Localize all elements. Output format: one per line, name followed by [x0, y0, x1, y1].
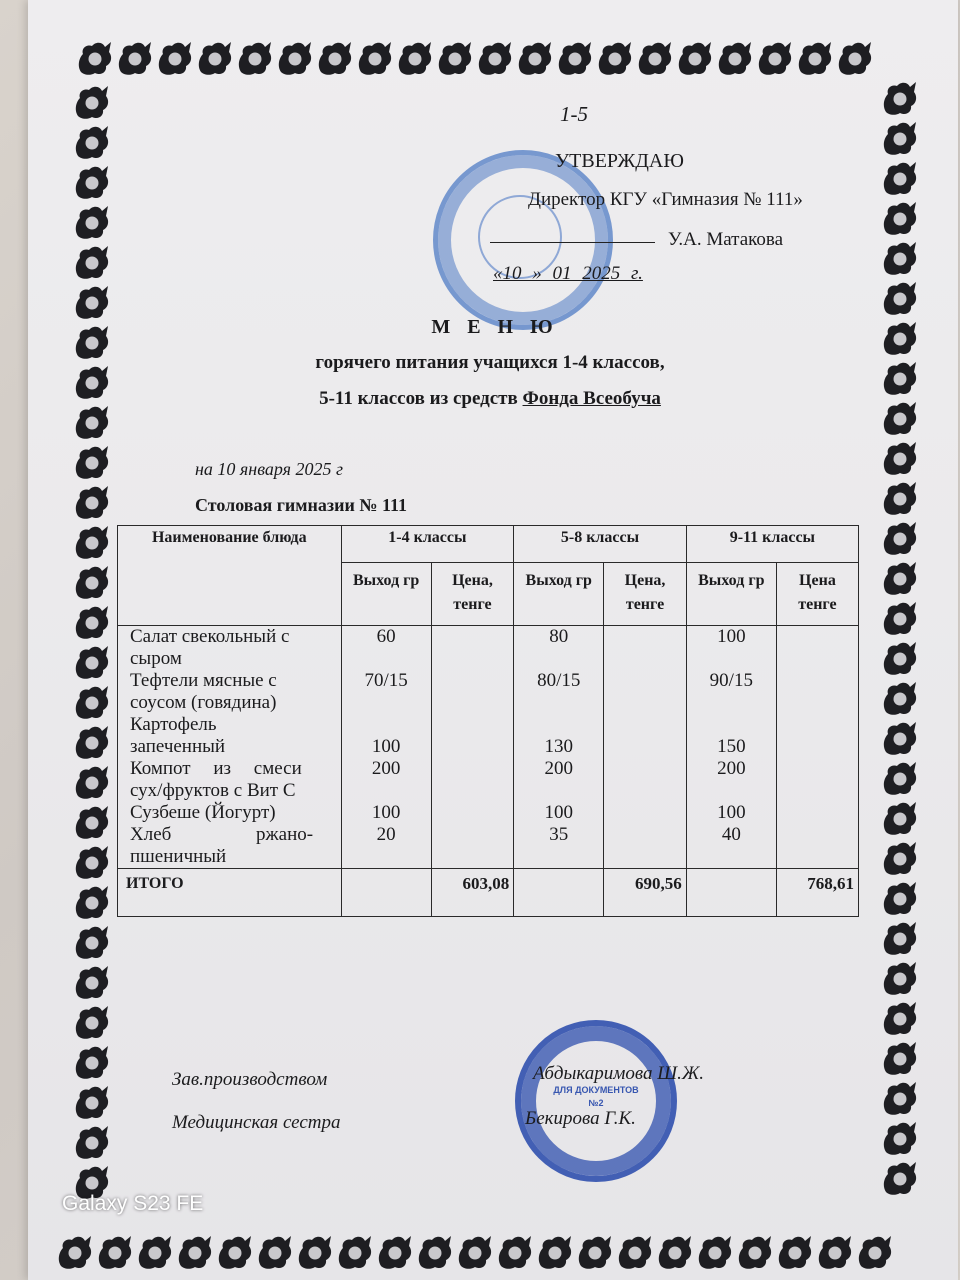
ornament-flower-icon — [695, 1232, 735, 1272]
ornament-border-bottom — [55, 1232, 895, 1272]
ornament-flower-icon — [72, 1122, 112, 1162]
dish-name-line: сух/фруктов с Вит С — [130, 780, 296, 801]
dish-name-line: Сузбеше (Йогурт) — [130, 802, 276, 823]
ornament-flower-icon — [75, 38, 115, 78]
dish-names-cell — [118, 626, 342, 869]
column-header-yield: Выход гр — [686, 563, 776, 626]
ornament-flower-icon — [880, 198, 920, 238]
ornament-flower-icon — [880, 78, 920, 118]
ornament-flower-icon — [72, 122, 112, 162]
approver-name: У.А. Матакова — [668, 229, 784, 250]
dish-name-line: запеченный — [130, 736, 226, 757]
ornament-flower-icon — [72, 842, 112, 882]
ornament-flower-icon — [72, 562, 112, 602]
signature-line — [490, 242, 655, 243]
ornament-flower-icon — [355, 38, 395, 78]
dish-name-line: пшеничный — [130, 846, 227, 867]
ornament-flower-icon — [880, 1158, 920, 1198]
dish-name-line: соусом (говядина) — [130, 692, 277, 713]
ornament-flower-icon — [555, 38, 595, 78]
ornament-flower-icon — [815, 1232, 855, 1272]
ornament-flower-icon — [595, 38, 635, 78]
dish-name-line: Хлеб ржано- — [130, 824, 314, 845]
ornament-flower-icon — [880, 278, 920, 318]
ornament-border-right — [880, 78, 920, 1198]
canteen-name: Столовая гимназии № 111 — [195, 495, 407, 515]
ornament-flower-icon — [880, 518, 920, 558]
ornament-border-left — [72, 82, 112, 1202]
yield-value: 150 — [717, 736, 746, 757]
ornament-flower-icon — [72, 882, 112, 922]
ornament-flower-icon — [855, 1232, 895, 1272]
ornament-flower-icon — [880, 478, 920, 518]
ornament-flower-icon — [880, 438, 920, 478]
total-row — [118, 869, 859, 917]
column-header-yield: Выход гр — [341, 563, 431, 626]
ornament-flower-icon — [72, 242, 112, 282]
ornament-flower-icon — [315, 38, 355, 78]
ornament-flower-icon — [375, 1232, 415, 1272]
yield-cell-9-11 — [686, 626, 776, 869]
ornament-flower-icon — [880, 638, 920, 678]
ornament-flower-icon — [72, 762, 112, 802]
ornament-flower-icon — [880, 798, 920, 838]
ornament-flower-icon — [335, 1232, 375, 1272]
total-yield-9-11 — [686, 869, 776, 917]
yield-value: 80/15 — [537, 670, 581, 691]
ornament-flower-icon — [435, 38, 475, 78]
total-yield-1-4 — [341, 869, 431, 917]
dish-name-line: Салат свекольный с — [130, 626, 290, 647]
ornament-flower-icon — [880, 1038, 920, 1078]
ornament-flower-icon — [880, 158, 920, 198]
ornament-flower-icon — [72, 802, 112, 842]
ornament-flower-icon — [880, 718, 920, 758]
group-header-1-4: 1-4 классы — [341, 526, 514, 563]
ornament-flower-icon — [155, 38, 195, 78]
ornament-flower-icon — [72, 1042, 112, 1082]
ornament-flower-icon — [72, 642, 112, 682]
yield-value: 20 — [376, 824, 396, 845]
yield-value: 80 — [549, 626, 569, 647]
yield-value: 100 — [717, 802, 746, 823]
ornament-flower-icon — [72, 602, 112, 642]
ornament-flower-icon — [215, 1232, 255, 1272]
signature-role-nurse: Медицинская сестра — [172, 1112, 341, 1133]
approval-date: «10 » 01 2025 г. — [493, 263, 643, 284]
price-cell-5-8 — [604, 626, 686, 869]
yield-value: 100 — [371, 802, 401, 823]
total-price-9-11: 768,61 — [776, 869, 858, 917]
yield-value: 200 — [371, 758, 401, 779]
total-price-5-8: 690,56 — [604, 869, 686, 917]
ornament-flower-icon — [72, 922, 112, 962]
ornament-flower-icon — [880, 118, 920, 158]
ornament-flower-icon — [635, 38, 675, 78]
official-stamp-bottom — [515, 1020, 677, 1182]
ornament-flower-icon — [72, 962, 112, 1002]
yield-value: 100 — [371, 736, 401, 757]
signature-role-production-head: Зав.производством — [172, 1069, 328, 1090]
yield-value: 40 — [721, 824, 741, 845]
column-header-price: Цена, тенге — [604, 563, 686, 626]
ornament-flower-icon — [415, 1232, 455, 1272]
ornament-flower-icon — [72, 1082, 112, 1122]
menu-date: на 10 января 2025 г — [195, 459, 344, 479]
ornament-flower-icon — [835, 38, 875, 78]
ornament-flower-icon — [72, 162, 112, 202]
subtitle-line-2 — [0, 388, 960, 410]
ornament-border-top — [75, 38, 875, 78]
ornament-flower-icon — [715, 38, 755, 78]
ornament-flower-icon — [615, 1232, 655, 1272]
yield-value: 100 — [544, 802, 573, 823]
group-header-9-11: 9-11 классы — [686, 526, 858, 563]
yield-value: 200 — [717, 758, 746, 779]
ornament-flower-icon — [72, 82, 112, 122]
ornament-flower-icon — [655, 1232, 695, 1272]
signature-name-production-head: Абдыкаримова Ш.Ж. — [533, 1063, 704, 1084]
yield-value: 90/15 — [709, 670, 753, 691]
ornament-flower-icon — [72, 482, 112, 522]
ornament-flower-icon — [880, 558, 920, 598]
ornament-flower-icon — [735, 1232, 775, 1272]
fund-name: Фонда Всеобуча — [522, 388, 661, 409]
dish-name-line: Компот из смеси — [130, 758, 302, 779]
price-cell-1-4 — [431, 626, 513, 869]
ornament-flower-icon — [515, 38, 555, 78]
ornament-flower-icon — [675, 38, 715, 78]
yield-cell-1-4 — [341, 626, 431, 869]
yield-value: 60 — [376, 626, 396, 647]
ornament-flower-icon — [880, 238, 920, 278]
total-label: ИТОГО — [118, 869, 342, 917]
dish-name-line: Картофель — [130, 714, 217, 735]
signature-name-nurse: Бекирова Г.К. — [525, 1108, 636, 1129]
approval-title: УТВЕРЖДАЮ — [555, 150, 684, 172]
ornament-flower-icon — [115, 38, 155, 78]
column-header-dish: Наименование блюда — [118, 526, 342, 626]
ornament-flower-icon — [195, 38, 235, 78]
ornament-flower-icon — [535, 1232, 575, 1272]
ornament-flower-icon — [755, 38, 795, 78]
ornament-flower-icon — [72, 522, 112, 562]
ornament-flower-icon — [295, 1232, 335, 1272]
ornament-flower-icon — [880, 998, 920, 1038]
ornament-flower-icon — [880, 598, 920, 638]
yield-value: 70/15 — [364, 670, 408, 691]
document-title: М Е Н Ю — [431, 316, 559, 338]
ornament-flower-icon — [55, 1232, 95, 1272]
stamp-text: №2 — [588, 1098, 604, 1108]
ornament-flower-icon — [880, 838, 920, 878]
ornament-flower-icon — [255, 1232, 295, 1272]
ornament-flower-icon — [880, 918, 920, 958]
ornament-flower-icon — [95, 1232, 135, 1272]
price-cell-9-11 — [776, 626, 858, 869]
dish-name-line: Тефтели мясные с — [130, 670, 277, 691]
dish-name-line: сыром — [130, 648, 182, 669]
column-header-price: Цена тенге — [776, 563, 858, 626]
ornament-flower-icon — [72, 682, 112, 722]
yield-value: 100 — [717, 626, 746, 647]
official-stamp-top — [433, 150, 613, 330]
ornament-flower-icon — [455, 1232, 495, 1272]
stamp-text: ДЛЯ ДОКУМЕНТОВ — [553, 1085, 639, 1095]
ornament-flower-icon — [275, 38, 315, 78]
total-price-1-4: 603,08 — [431, 869, 513, 917]
ornament-flower-icon — [880, 1118, 920, 1158]
yield-value: 200 — [544, 758, 573, 779]
approver-position: Директор КГУ «Гимназия № 111» — [528, 189, 803, 210]
ornament-flower-icon — [72, 1002, 112, 1042]
ornament-flower-icon — [475, 38, 515, 78]
ornament-flower-icon — [395, 38, 435, 78]
ornament-flower-icon — [135, 1232, 175, 1272]
ornament-flower-icon — [235, 38, 275, 78]
yield-cell-5-8 — [514, 626, 604, 869]
subtitle-line-1: горячего питания учащихся 1-4 классов, — [315, 352, 665, 373]
ornament-flower-icon — [72, 722, 112, 762]
ornament-flower-icon — [72, 442, 112, 482]
ornament-flower-icon — [880, 758, 920, 798]
yield-value: 130 — [544, 736, 573, 757]
menu-table — [117, 525, 859, 917]
ornament-flower-icon — [880, 878, 920, 918]
ornament-flower-icon — [175, 1232, 215, 1272]
ornament-flower-icon — [495, 1232, 535, 1272]
ornament-flower-icon — [575, 1232, 615, 1272]
ornament-flower-icon — [880, 958, 920, 998]
camera-watermark: Galaxy S23 FE — [62, 1192, 204, 1215]
total-yield-5-8 — [514, 869, 604, 917]
yield-value: 35 — [549, 824, 569, 845]
page-number: 1-5 — [560, 102, 588, 126]
ornament-flower-icon — [72, 202, 112, 242]
table-body-row — [118, 626, 859, 869]
ornament-flower-icon — [880, 1078, 920, 1118]
column-header-price: Цена, тенге — [431, 563, 513, 626]
ornament-flower-icon — [775, 1232, 815, 1272]
group-header-5-8: 5-8 классы — [514, 526, 687, 563]
column-header-yield: Выход гр — [514, 563, 604, 626]
subtitle-line-2-prefix: 5-11 классов из средств — [319, 388, 523, 409]
ornament-flower-icon — [795, 38, 835, 78]
ornament-flower-icon — [880, 678, 920, 718]
